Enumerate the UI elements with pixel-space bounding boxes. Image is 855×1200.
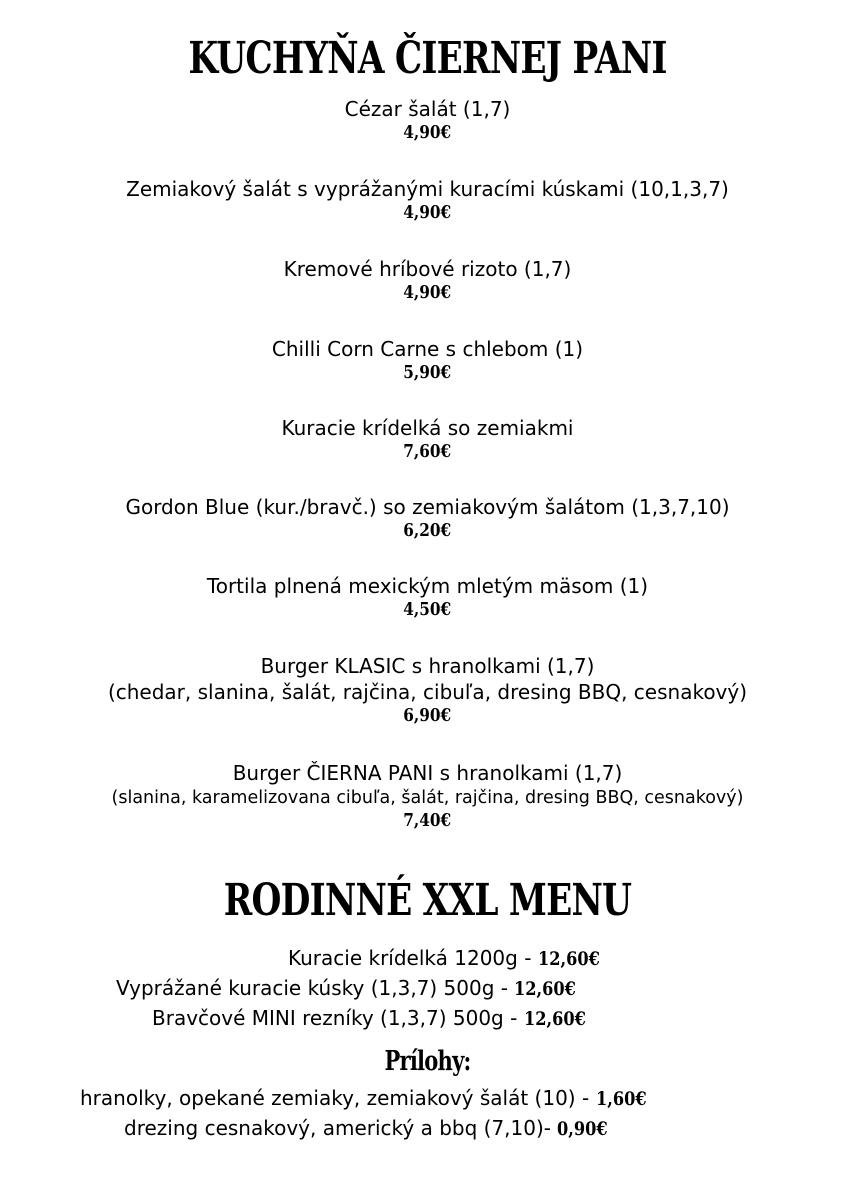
menu-item-ingredients: (slanina, karamelizovana cibuľa, šalát, rajčina, dresing BBQ, cesnakový): [111, 788, 744, 808]
sides-item-text: drezing cesnakový, americký a bbq (7,10)-: [124, 1116, 558, 1140]
menu-item-price: 4,90€: [403, 202, 452, 223]
sides-item-price: 1,60€: [595, 1088, 647, 1110]
menu-item-price: 7,40€: [403, 810, 452, 831]
menu-item: [0, 760, 855, 832]
family-menu-item-price: 12,60€: [537, 948, 600, 970]
menu-item: [0, 494, 855, 542]
menu-item-name: Kuracie krídelká so zemiakmi: [281, 416, 574, 440]
menu-item-ingredients: (chedar, slanina, šalát, rajčina, cibuľa, dresing BBQ, cesnakový): [107, 680, 748, 704]
menu-item-price: 4,50€: [403, 599, 452, 620]
menu-item: [0, 573, 855, 621]
family-menu-item-text: Vyprážané kuracie kúsky (1,3,7) 500g -: [116, 976, 515, 1000]
menu-item-price: 6,20€: [403, 520, 452, 541]
family-menu-item-text: Kuracie krídelká 1200g -: [288, 946, 538, 970]
menu-item-name: Zemiakový šalát s vyprážanými kuracími kúskami (10,1,3,7): [126, 177, 729, 201]
family-menu-item-price: 12,60€: [514, 978, 577, 1000]
menu-item-name: Tortila plnená mexickým mletým mäsom (1): [206, 574, 649, 598]
menu-item-name: Burger ČIERNA PANI s hranolkami (1,7): [232, 761, 623, 785]
menu-item-name: Chilli Corn Carne s chlebom (1): [271, 337, 584, 361]
family-menu-item: [288, 943, 611, 974]
menu-item: [0, 256, 855, 304]
menu-item-price: 4,90€: [403, 122, 452, 143]
family-menu-item-price: 12,60€: [523, 1008, 586, 1030]
sides-item: [80, 1083, 655, 1114]
sides-item: [124, 1113, 617, 1144]
family-menu-item: [116, 973, 587, 1004]
sides-item-price: 0,90€: [557, 1118, 608, 1140]
menu-item-price: 4,90€: [403, 282, 452, 303]
menu-item-name: Gordon Blue (kur./bravč.) so zemiakovým šalátom (1,3,7,10): [125, 495, 730, 519]
page-title: KUCHYŇA ČIERNEJ PANI: [188, 33, 667, 84]
family-menu-item-text: Bravčové MINI rezníky (1,3,7) 500g -: [152, 1006, 524, 1030]
menu-item-name: Burger KLASIC s hranolkami (1,7): [260, 654, 595, 678]
menu-item: [0, 653, 855, 727]
menu-item-price: 5,90€: [403, 362, 452, 383]
menu-item: [0, 336, 855, 384]
menu-item-price: 7,60€: [403, 441, 452, 462]
sides-item-text: hranolky, opekané zemiaky, zemiakový šalát (10) -: [80, 1086, 596, 1110]
menu-item-price: 6,90€: [403, 705, 452, 726]
sides-title: Prílohy:: [384, 1046, 471, 1077]
menu-item-name: Cézar šalát (1,7): [344, 97, 511, 121]
family-menu-item: [152, 1003, 596, 1034]
menu-item-name: Kremové hríbové rizoto (1,7): [283, 257, 572, 281]
menu-item: [0, 176, 855, 224]
family-menu-title: RODINNÉ XXL MENU: [223, 875, 632, 926]
menu-item: [0, 415, 855, 463]
menu-item: [0, 96, 855, 144]
